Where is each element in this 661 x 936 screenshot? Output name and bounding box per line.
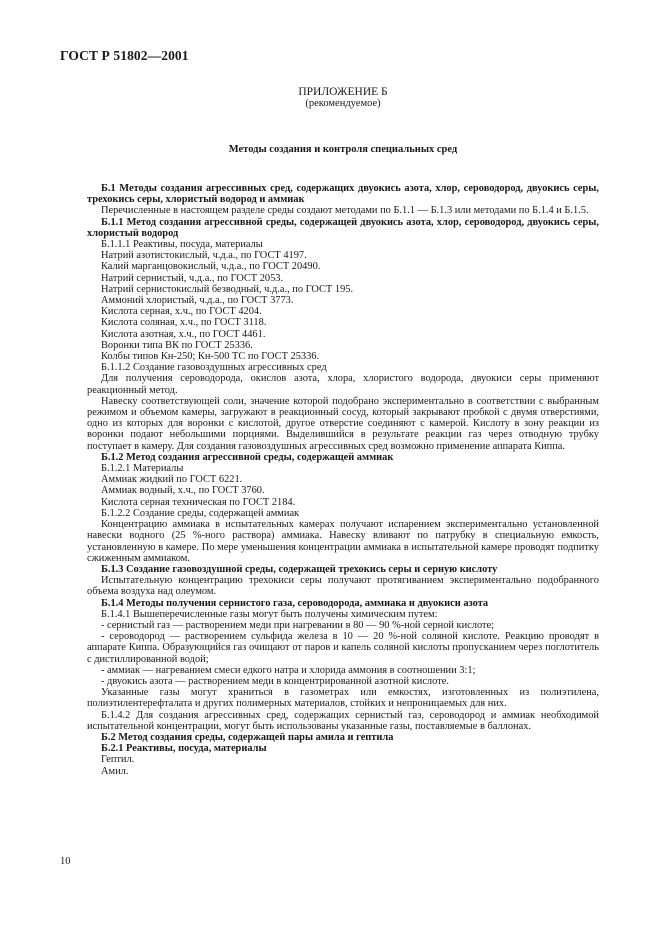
section-heading: Б.1.4 Методы получения сернистого газа, сероводорода, аммиака и двуокиси азота: [101, 597, 489, 609]
paragraph: Навеску соответствующей соли, значение которой подобрано экспериментально в соответствии с выбранным режимом и объемом камеры, загружают в реакционный сосуд, который закрывают пробкой с двумя отверстиями, одно из которых для воронки с кислотой, другое отверстие соединяют с камерой. Кислоту в зону реакции из воронки подают небольшими порциями. Выделившийся в результате реакции газ через отводную трубку поступает в камеру. Для создания газовоздушных агрессивных сред возможно применение аппарата Киппа.: [87, 395, 599, 452]
appendix-title: ПРИЛОЖЕНИЕ Б: [298, 86, 388, 98]
paragraph: - сероводород — растворением сульфида железа в 10 — 20 %-ной соляной кислоте. Реакцию проводят в аппарате Киппа. Образующийся газ очищают от паров и капель соляной кислоты пропусканием через поглотитель с дистиллированной водой;: [87, 631, 599, 665]
paragraph: Натрий азотистокислый, ч.д.а., по ГОСТ 4197.: [101, 250, 307, 262]
paragraph: Б.1.2.2 Создание среды, содержащей аммиак: [101, 507, 300, 519]
body-text: [87, 183, 599, 777]
paragraph: Для получения сероводорода, окислов азота, хлора, хлористого водорода, двуокиси серы применяют реакционный метод.: [87, 373, 599, 396]
paragraph: Натрий сернистый, ч.д.а., по ГОСТ 2053.: [101, 272, 284, 284]
paragraph: Перечисленные в настоящем разделе среды создают методами по Б.1.1 — Б.1.3 или методами по Б.1.4 и Б.1.5.: [101, 205, 589, 217]
paragraph: Концентрацию аммиака в испытательных камерах получают испарением экспериментально установленной навески водного (25 %-ного раствора) аммиака. Навеску вливают по патрубку в специальную емкость, установленную в камере. По мере уменьшения концентрации аммиака в испытательной камере проводят подпитку сжиженным аммиаком.: [87, 519, 599, 564]
paragraph: Калий марганцовокислый, ч.д.а., по ГОСТ 20490.: [101, 261, 321, 273]
paragraph: Аммиак водный, х.ч., по ГОСТ 3760.: [101, 485, 265, 497]
section-title: Методы создания и контроля специальных сред: [228, 144, 458, 155]
page-content: [87, 86, 599, 777]
paragraph: Б.1.4.1 Вышеперечисленные газы могут быть получены химическим путем:: [101, 608, 438, 620]
paragraph: - аммиак — нагреванием смеси едкого натра и хлорида аммония в соотношении 3:1;: [101, 664, 476, 676]
paragraph: Гептил.: [101, 754, 135, 766]
paragraph: Кислота соляная, х.ч., по ГОСТ 3118.: [101, 317, 267, 329]
paragraph: - двуокись азота — растворением меди в концентрированной азотной кислоте.: [101, 675, 449, 687]
paragraph: Амил.: [101, 765, 129, 777]
appendix-note: (рекомендуемое): [305, 98, 381, 109]
section-heading: Б.1.2 Метод создания агрессивной среды, содержащей аммиак: [101, 451, 394, 463]
section-heading: Б.1.3 Создание газовоздушной среды, содержащей трехокись серы и серную кислоту: [101, 563, 498, 575]
paragraph: Б.1.1.1 Реактивы, посуда, материалы: [101, 239, 263, 251]
paragraph: Кислота азотная, х.ч., по ГОСТ 4461.: [101, 328, 266, 340]
paragraph: Испытательную концентрацию трехокиси серы получают протягиванием экспериментально подобранного объема воздуха над олеумом.: [87, 575, 599, 598]
paragraph: Натрий сернистокислый безводный, ч.д.а., по ГОСТ 195.: [101, 283, 354, 295]
paragraph: Б.1.1.2 Создание газовоздушных агрессивных сред: [101, 362, 327, 374]
paragraph: Указанные газы могут храниться в газометрах или емкостях, изготовленных из полиэтилена, полиэтилентерефталата и других полимерных материалов, стойких и непроницаемых для них.: [87, 687, 599, 710]
paragraph: Аммоний хлористый, ч.д.а., по ГОСТ 3773.: [101, 295, 294, 307]
section-heading: Б.2.1 Реактивы, посуда, материалы: [101, 743, 267, 755]
document-header: ГОСТ Р 51802—2001: [60, 48, 189, 63]
section-heading: Б.2 Метод создания среды, содержащей пары амила и гептила: [101, 731, 394, 743]
paragraph: Кислота серная, х.ч., по ГОСТ 4204.: [101, 306, 262, 318]
paragraph: Б.1.2.1 Материалы: [101, 463, 184, 475]
paragraph: Воронки типа ВК по ГОСТ 25336.: [101, 339, 253, 351]
section-heading: Б.1.1 Метод создания агрессивной среды, содержащей двуокись азота, хлор, сероводород, двуокись серы, хлористый водород: [87, 216, 599, 239]
paragraph: Аммиак жидкий по ГОСТ 6221.: [101, 474, 243, 486]
section-heading: Б.1 Методы создания агрессивных сред, содержащих двуокись азота, хлор, сероводород, двуокись серы, трехокись серы, хлористый водород и аммиак: [87, 183, 599, 206]
page-number: 10: [60, 856, 71, 867]
paragraph: - сернистый газ — растворением меди при нагревании в 80 — 90 %-ной серной кислоте;: [101, 619, 495, 631]
paragraph: Б.1.4.2 Для создания агрессивных сред, содержащих сернистый газ, сероводород и аммиак необходимой испытательной концентрации, могут быть использованы указанные газы, поставляемые в баллонах.: [87, 709, 599, 732]
paragraph: Колбы типов Кн-250; Кн-500 ТС по ГОСТ 25336.: [101, 351, 320, 363]
paragraph: Кислота серная техническая по ГОСТ 2184.: [101, 496, 296, 508]
